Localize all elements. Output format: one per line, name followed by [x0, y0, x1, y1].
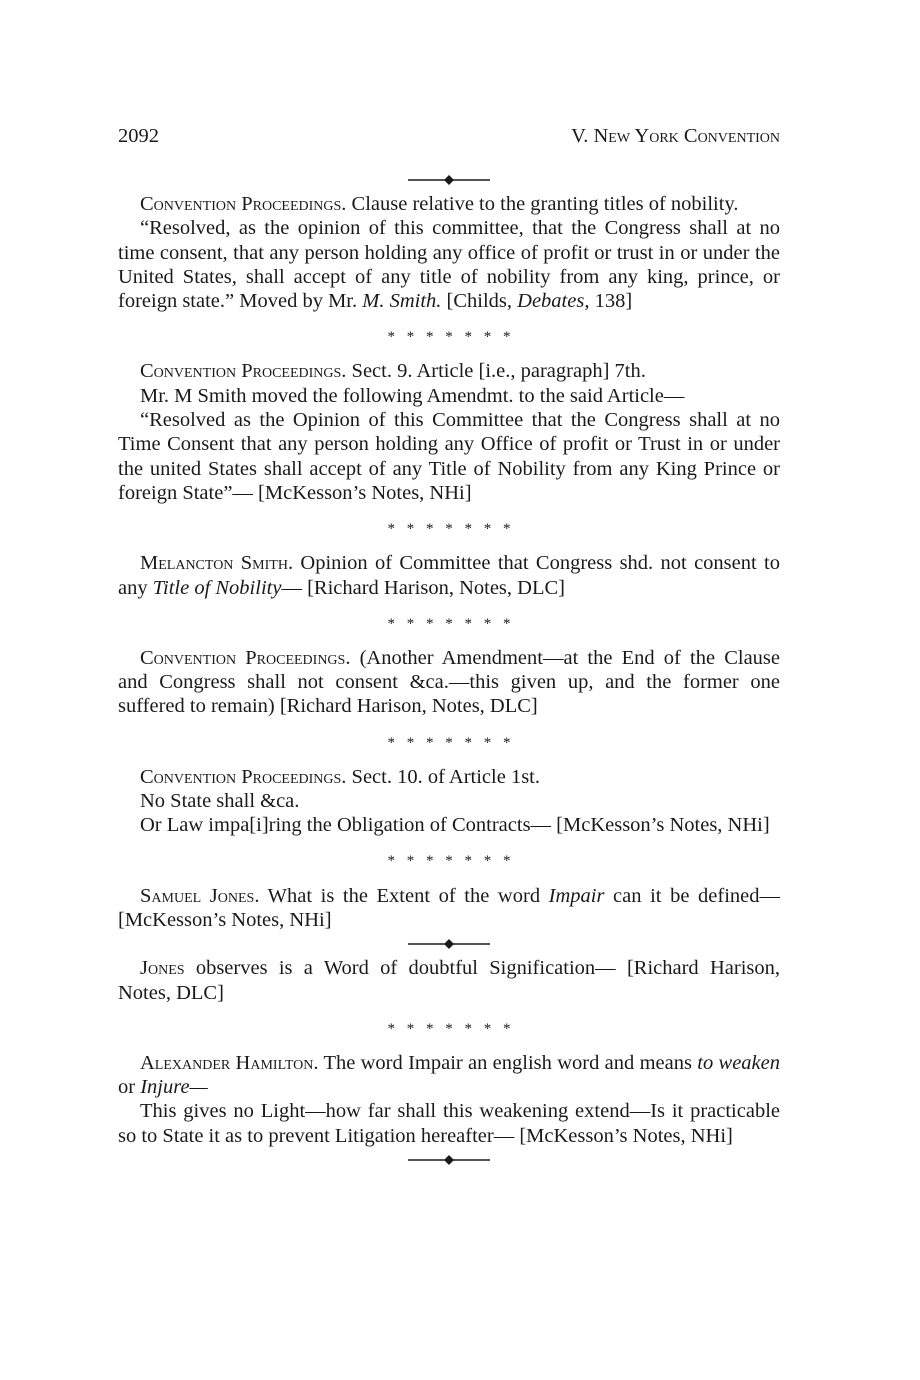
entry-paragraph — [118, 408, 780, 505]
entry-paragraph — [118, 646, 780, 719]
entry-text: Or Law impa[i]ring the Obligation of Contracts— [McKesson’s Notes, NHi] — [140, 814, 770, 837]
entry-paragraph — [118, 359, 780, 383]
entry-paragraph — [118, 813, 780, 837]
entry-text: Mr. M Smith moved the following Amendmt. to the said Article— — [140, 384, 685, 407]
asterisk-separator: * * * * * * * — [387, 615, 515, 632]
entry-italic-text: M. Smith. — [362, 290, 442, 313]
entry-text: . The word Impair an english word and means — [313, 1051, 698, 1074]
speaker-name: Convention Proceedings — [140, 765, 342, 788]
entry-paragraph — [118, 1051, 780, 1100]
entry-text: . Opinion of Committee that Congress shd. not consent to any — [118, 552, 780, 599]
entry-paragraph — [118, 789, 780, 813]
entry-italic-text: to weaken — [697, 1051, 780, 1074]
speaker-name: Convention Proceedings — [140, 360, 342, 383]
entry-paragraph — [118, 551, 780, 600]
entry-text: This gives no Light—how far shall this weakening extend—Is it practicable so to State it as to prevent Litigation hereafter— [McKesson’s Notes, NHi] — [118, 1100, 780, 1147]
entry-italic-text: Impair — [548, 884, 605, 907]
entry-italic-text: Injure— — [140, 1076, 208, 1099]
entry-paragraph — [118, 216, 780, 313]
asterisk-separator: * * * * * * * — [387, 1020, 515, 1037]
asterisk-separator: * * * * * * * — [387, 329, 515, 346]
entry-paragraph — [118, 956, 780, 1005]
diamond-rule-ornament — [118, 168, 780, 192]
entry-text: No State shall &ca. — [140, 790, 300, 813]
speaker-name: Convention Proceedings — [140, 193, 342, 215]
entry-text: . (Another Amendment—at the End of the Clause and Congress shall not consent &ca.—this given up, and the former one suffered to remain) [Richard Harison, Notes, DLC] — [118, 646, 780, 718]
entry-italic-text: Title of Nobility — [152, 576, 282, 599]
asterisk-separator: * * * * * * * — [387, 853, 515, 870]
asterisk-separator: * * * * * * * — [387, 521, 515, 538]
speaker-name: Alexander Hamilton — [140, 1051, 314, 1074]
diamond-rule-ornament — [118, 932, 780, 956]
entry-text: . What is the Extent of the word — [254, 884, 549, 907]
entry-text: . Clause relative to the granting titles of nobility. — [341, 193, 739, 215]
citation-text: — [Richard Harison, Notes, DLC] — [281, 576, 565, 599]
diamond-rule-ornament — [118, 1148, 780, 1172]
asterisk-separator: * * * * * * * — [387, 734, 515, 751]
entry-paragraph — [118, 765, 780, 789]
entry-paragraph — [118, 1099, 780, 1148]
entry-text: . Sect. 10. of Article 1st. — [341, 765, 541, 788]
entry-text: “Resolved, as the opinion of this committee, that the Congress shall at no time consent, that any person holding any office of profit or trust in or under the United States, shall accept of any title of nobility from any king, prince, or foreign state.” Moved by Mr. — [118, 217, 780, 313]
entry-text: observes is a Word of doubtful Signification— [Richard Harison, Notes, DLC] — [118, 957, 780, 1004]
citation-text: [Childs, — [441, 290, 518, 313]
entry-text: can it be defined— [McKesson’s Notes, NHi] — [118, 884, 780, 931]
speaker-name: Melancton Smith — [140, 552, 288, 575]
entry-text: “Resolved as the Opinion of this Committee that the Congress shall at no Time Consent that any person holding any Office of profit or Trust in or under the united States shall accept of any Title of Nobility from any King Prince or foreign State”— [McKesson’s Notes, NHi] — [118, 409, 780, 504]
entry-paragraph — [118, 884, 780, 933]
page-number: 2092 — [118, 125, 159, 147]
running-head: V. New York Convention — [571, 125, 780, 147]
speaker-name: Jones — [140, 957, 185, 980]
citation-italic-text: Debates, — [517, 290, 590, 313]
entry-text: . Sect. 9. Article [i.e., paragraph] 7th. — [341, 360, 646, 383]
entry-paragraph — [118, 192, 780, 216]
entry-text: or — [118, 1076, 141, 1099]
citation-text: 138] — [589, 290, 633, 313]
entry-paragraph — [118, 384, 780, 408]
speaker-name: Convention Proceedings — [140, 646, 346, 669]
document-body — [118, 168, 780, 1172]
speaker-name: Samuel Jones — [140, 884, 255, 907]
